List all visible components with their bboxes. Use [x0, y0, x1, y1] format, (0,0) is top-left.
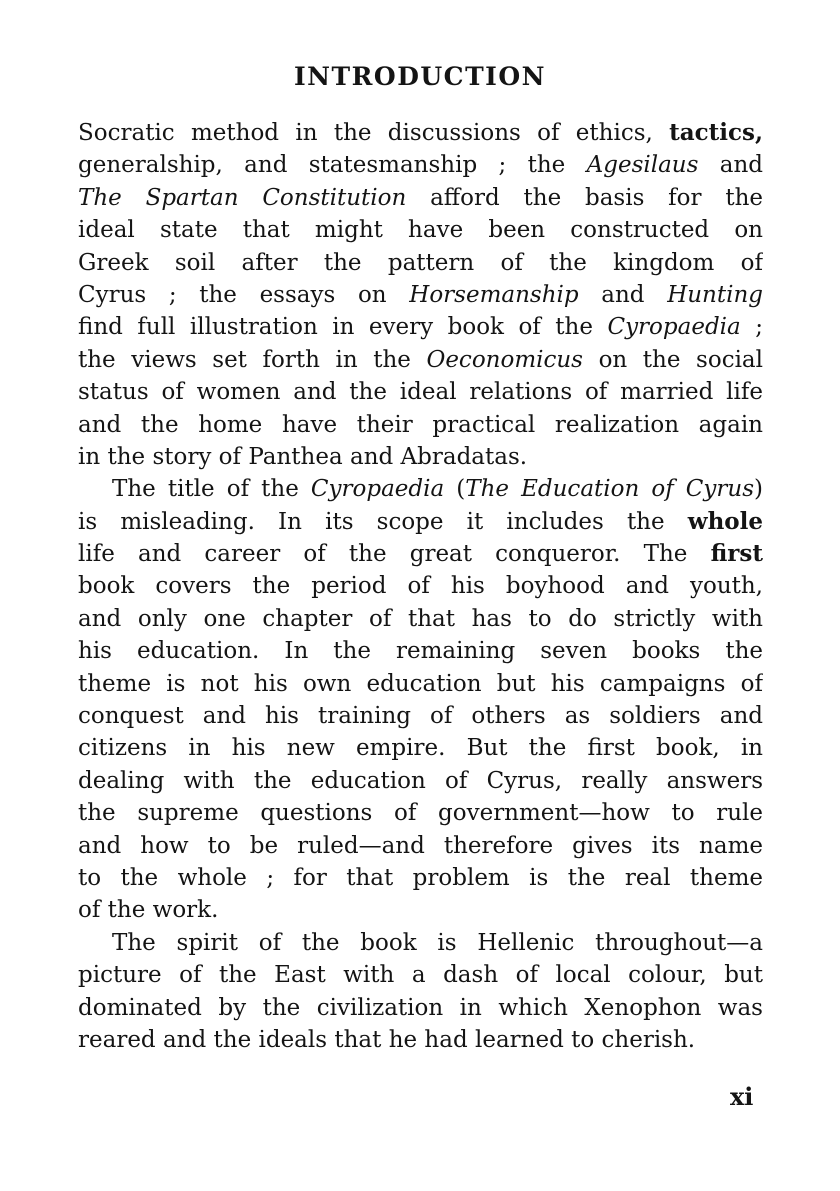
page-number: xi	[730, 1082, 754, 1111]
text-segment: and	[698, 152, 763, 179]
text-line	[78, 441, 763, 473]
text-line	[78, 927, 763, 959]
text-line	[78, 538, 763, 570]
text-line	[78, 279, 763, 311]
text-segment: status of women and the ideal relations of married life	[78, 379, 763, 406]
text-segment: the views set forth in the	[78, 346, 427, 373]
text-line	[78, 311, 763, 343]
text-segment: his education. In the remaining seven books the	[78, 638, 763, 665]
text-segment: ;	[740, 314, 763, 341]
text-segment: life and career of the great conqueror. The	[78, 541, 711, 568]
text-segment: conquest and his training of others as soldiers and	[78, 703, 763, 730]
text-segment: The title of the	[112, 476, 311, 503]
text-line	[78, 473, 763, 505]
italic-text: Cyropaedia	[310, 476, 445, 503]
text-segment: and the home have their practical realization again	[78, 411, 763, 438]
text-segment: generalship, and statesmanship ; the	[78, 152, 587, 179]
text-line	[78, 376, 763, 408]
bold-text: first	[710, 540, 763, 568]
text-segment: Greek soil after the pattern of the kingdom of	[78, 249, 763, 276]
text-segment: The spirit of the book is Hellenic throughout—a	[112, 929, 763, 956]
text-segment: Cyrus ; the essays on	[78, 281, 410, 308]
text-segment: is misleading. In its scope it includes the	[78, 508, 688, 535]
text-segment: and	[578, 281, 668, 308]
italic-text: The Education of Cyrus	[465, 476, 755, 503]
text-line	[78, 894, 763, 926]
text-segment: ideal state that might have been constructed on	[78, 217, 763, 244]
text-line	[78, 797, 763, 829]
body-text	[78, 117, 763, 1056]
italic-text: Cyropaedia	[607, 314, 741, 341]
text-line	[78, 182, 763, 214]
text-line	[78, 117, 763, 149]
text-segment: theme is not his own education but his campaigns of	[78, 670, 763, 697]
text-line	[78, 635, 763, 667]
text-line	[78, 765, 763, 797]
italic-text: Oeconomicus	[426, 346, 583, 373]
text-segment: to the whole ; for that problem is the real theme	[78, 864, 763, 891]
text-segment: on the social	[583, 346, 763, 373]
running-head: INTRODUCTION	[293, 62, 546, 91]
text-line	[78, 570, 763, 602]
bold-text: tactics,	[669, 119, 763, 146]
italic-text: The Spartan Constitution	[78, 184, 407, 211]
text-segment: find full illustration in every book of the	[78, 314, 608, 341]
italic-text: Horsemanship	[409, 281, 579, 308]
bold-text: whole	[687, 507, 763, 535]
text-line	[78, 668, 763, 700]
text-segment: dealing with the education of Cyrus, really answers	[78, 767, 763, 794]
text-line	[78, 830, 763, 862]
text-segment: of the work.	[78, 897, 219, 924]
text-line	[78, 344, 763, 376]
text-segment: book covers the period of his boyhood and youth,	[78, 573, 763, 600]
text-segment: Socratic method in the discussions of ethics,	[78, 120, 670, 146]
text-line	[78, 959, 763, 991]
text-line	[78, 992, 763, 1024]
text-segment: and only one chapter of that has to do strictly with	[78, 605, 763, 632]
text-segment: the supreme questions of government—how to rule	[78, 800, 763, 827]
text-line	[78, 603, 763, 635]
text-line	[78, 700, 763, 732]
text-line	[78, 247, 763, 279]
text-line	[78, 862, 763, 894]
text-segment: picture of the East with a dash of local colour, but	[78, 962, 763, 989]
text-line	[78, 149, 763, 181]
text-line	[78, 732, 763, 764]
text-segment: dominated by the civilization in which Xenophon was	[78, 994, 763, 1021]
text-segment: )	[754, 476, 763, 503]
text-segment: in the story of Panthea and Abradatas.	[78, 443, 528, 470]
italic-text: Hunting	[667, 281, 763, 308]
text-segment: citizens in his new empire. But the first book, in	[78, 735, 763, 762]
text-segment: reared and the ideals that he had learned to cherish.	[78, 1026, 696, 1053]
text-segment: (	[444, 476, 466, 503]
text-line	[78, 1024, 763, 1056]
text-segment: afford the basis for the	[406, 184, 763, 211]
text-line	[78, 506, 763, 538]
text-line	[78, 214, 763, 246]
text-segment: and how to be ruled—and therefore gives its name	[78, 832, 763, 859]
italic-text: Agesilaus	[586, 152, 699, 179]
text-line	[78, 409, 763, 441]
